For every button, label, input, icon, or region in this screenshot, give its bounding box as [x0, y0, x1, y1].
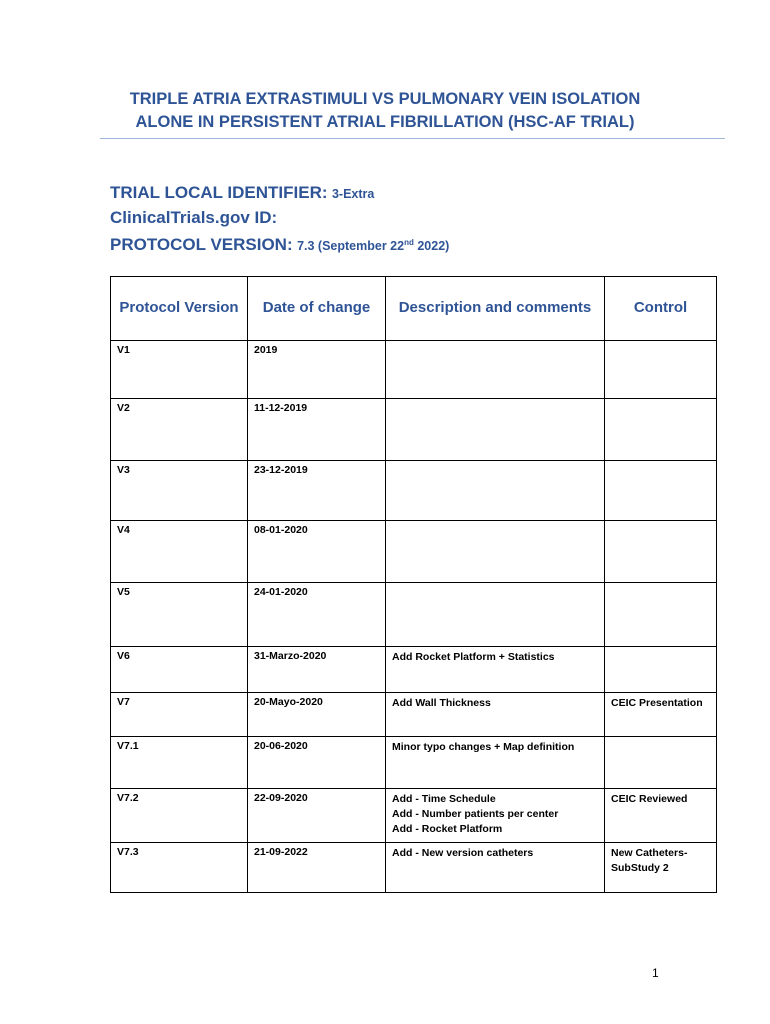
revision-history-table [110, 276, 717, 893]
cell-control [605, 843, 717, 893]
page-number: 1 [652, 966, 659, 980]
table-row [111, 521, 717, 583]
table-row [111, 789, 717, 843]
local-identifier-value: 3-Extra [331, 187, 375, 201]
control-line: CEIC Reviewed [611, 793, 688, 805]
cell-version: V1 [111, 341, 248, 399]
cell-date: 2019 [248, 341, 386, 399]
clinicaltrials-id-label: ClinicalTrials.gov ID: [110, 208, 278, 227]
cell-control [605, 341, 717, 399]
document-title [60, 88, 710, 134]
control-line: New Catheters- [611, 847, 688, 859]
revision-rows [111, 341, 717, 893]
local-identifier-line [110, 180, 449, 205]
trial-metadata [110, 180, 449, 255]
table-header-row [111, 277, 717, 341]
table-row [111, 737, 717, 789]
cell-version: V4 [111, 521, 248, 583]
description-line: Add Wall Thickness [392, 697, 491, 709]
table-row [111, 399, 717, 461]
description-line: Add - Number patients per center [392, 808, 559, 820]
cell-description [386, 583, 605, 647]
cell-description [386, 399, 605, 461]
header-control: Control [605, 277, 717, 341]
table-row [111, 647, 717, 693]
protocol-version-value [297, 239, 449, 253]
cell-date: 11-12-2019 [248, 399, 386, 461]
cell-description [386, 693, 605, 737]
cell-date: 21-09-2022 [248, 843, 386, 893]
protocol-value-prefix: 7.3 (September 22 [297, 239, 405, 254]
cell-control [605, 647, 717, 693]
header-date-of-change: Date of change [248, 277, 386, 341]
description-line: Add - New version catheters [392, 847, 534, 859]
cell-date: 20-Mayo-2020 [248, 693, 386, 737]
table-row [111, 461, 717, 521]
local-identifier-label: TRIAL LOCAL IDENTIFIER: [110, 183, 328, 202]
cell-date: 08-01-2020 [248, 521, 386, 583]
title-divider [100, 138, 725, 139]
cell-date: 24-01-2020 [248, 583, 386, 647]
cell-version: V7.3 [111, 843, 248, 893]
header-description: Description and comments [386, 277, 605, 341]
cell-version: V6 [111, 647, 248, 693]
cell-version: V2 [111, 399, 248, 461]
control-line: CEIC Presentation [611, 697, 703, 709]
cell-description [386, 737, 605, 789]
protocol-version-label: PROTOCOL VERSION: [110, 235, 293, 255]
cell-description [386, 789, 605, 843]
description-line: Minor typo changes + Map definition [392, 741, 575, 753]
title-line-2: ALONE IN PERSISTENT ATRIAL FIBRILLATION (HSC-AF TRIAL) [135, 113, 635, 131]
cell-control [605, 399, 717, 461]
table-row [111, 341, 717, 399]
cell-version: V7.1 [111, 737, 248, 789]
description-line: Add Rocket Platform + Statistics [392, 651, 555, 663]
table-row [111, 843, 717, 893]
cell-date: 22-09-2020 [248, 789, 386, 843]
clinicaltrials-id-line [110, 205, 449, 230]
cell-description [386, 647, 605, 693]
cell-version: V3 [111, 461, 248, 521]
cell-control [605, 693, 717, 737]
cell-control [605, 583, 717, 647]
cell-control [605, 461, 717, 521]
description-line: Add - Rocket Platform [392, 823, 503, 835]
cell-date: 20-06-2020 [248, 737, 386, 789]
protocol-value-ordinal: nd [404, 238, 414, 247]
protocol-version-line [110, 230, 449, 255]
cell-version: V7 [111, 693, 248, 737]
cell-date: 31-Marzo-2020 [248, 647, 386, 693]
cell-version: V7.2 [111, 789, 248, 843]
title-line-1: TRIPLE ATRIA EXTRASTIMULI VS PULMONARY VEIN ISOLATION [129, 90, 641, 108]
description-line: Add - Time Schedule [392, 793, 496, 805]
protocol-value-suffix: 2022) [413, 239, 450, 254]
cell-date: 23-12-2019 [248, 461, 386, 521]
cell-description [386, 341, 605, 399]
header-protocol-version: Protocol Version [111, 277, 248, 341]
cell-version: V5 [111, 583, 248, 647]
control-line: SubStudy 2 [611, 862, 669, 874]
table-row [111, 583, 717, 647]
cell-control [605, 789, 717, 843]
cell-description [386, 843, 605, 893]
cell-control [605, 521, 717, 583]
table-row [111, 693, 717, 737]
cell-description [386, 461, 605, 521]
cell-description [386, 521, 605, 583]
cell-control [605, 737, 717, 789]
